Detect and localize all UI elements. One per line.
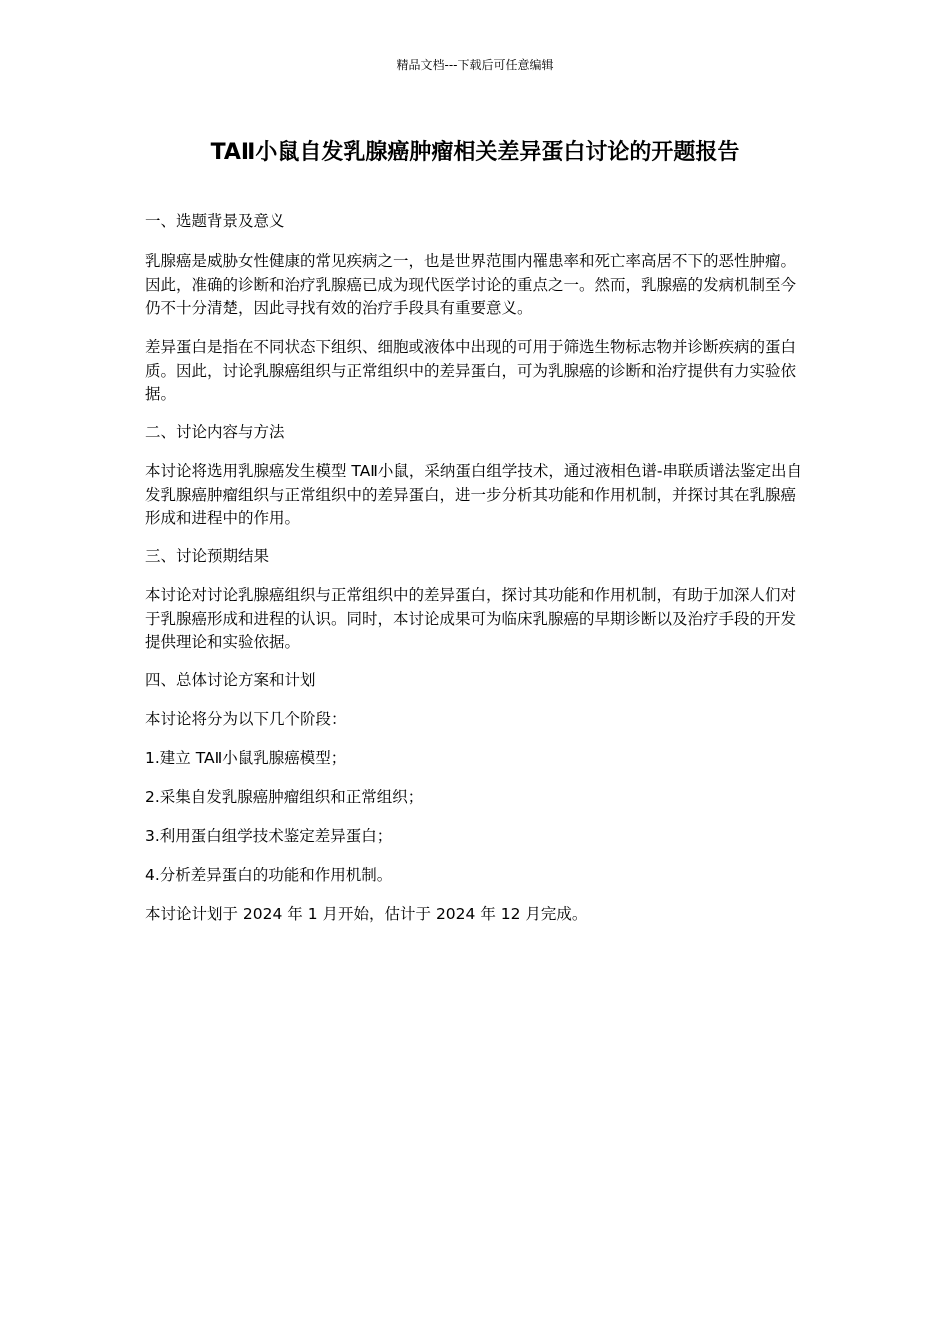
section-heading-expected-results: 三、讨论预期结果 xyxy=(145,547,270,565)
plan-intro: 本讨论将分为以下几个阶段： xyxy=(145,710,347,728)
section-heading-background: 一、选题背景及意义 xyxy=(145,212,285,230)
paragraph-methods: 本讨论将选用乳腺癌发生模型 TAⅡ小鼠，采纳蛋白组学技术，通过液相色谱-串联质谱法鉴定出自发乳腺癌肿瘤组织与正常组织中的差异蛋白，进一步分析其功能和作用机制，并探讨其在乳腺癌形成和进程中的作用。 xyxy=(145,462,803,527)
paragraph-background-1: 乳腺癌是威胁女性健康的常见疾病之一，也是世界范围内罹患率和死亡率高居不下的恶性肿瘤。因此，准确的诊断和治疗乳腺癌已成为现代医学讨论的重点之一。然而，乳腺癌的发病机制至今仍不十分清楚，因此寻找有效的治疗手段具有重要意义。 xyxy=(145,252,797,317)
plan-schedule: 本讨论计划于 2024 年 1 月开始，估计于 2024 年 12 月完成。 xyxy=(145,905,588,923)
plan-step-2: 2.采集自发乳腺癌肿瘤组织和正常组织； xyxy=(145,788,424,806)
plan-step-1: 1.建立 TAⅡ小鼠乳腺癌模型； xyxy=(145,749,347,767)
plan-step-4: 4.分析差异蛋白的功能和作用机制。 xyxy=(145,866,393,884)
paragraph-expected-results: 本讨论对讨论乳腺癌组织与正常组织中的差异蛋白，探讨其功能和作用机制，有助于加深人们对于乳腺癌形成和进程的认识。同时，本讨论成果可为临床乳腺癌的早期诊断以及治疗手段的开发提供理论和实验依据。 xyxy=(145,586,797,651)
section-heading-methods: 二、讨论内容与方法 xyxy=(145,423,285,441)
document-title: TAⅡ小鼠自发乳腺癌肿瘤相关差异蛋白讨论的开题报告 xyxy=(210,140,740,165)
section-heading-plan: 四、总体讨论方案和计划 xyxy=(145,671,316,689)
page-header: 精品文档---下载后可任意编辑 xyxy=(396,58,554,72)
plan-step-3: 3.利用蛋白组学技术鉴定差异蛋白； xyxy=(145,827,393,845)
paragraph-background-2: 差异蛋白是指在不同状态下组织、细胞或液体中出现的可用于筛选生物标志物并诊断疾病的蛋白质。因此，讨论乳腺癌组织与正常组织中的差异蛋白，可为乳腺癌的诊断和治疗提供有力实验依据。 xyxy=(145,338,797,403)
